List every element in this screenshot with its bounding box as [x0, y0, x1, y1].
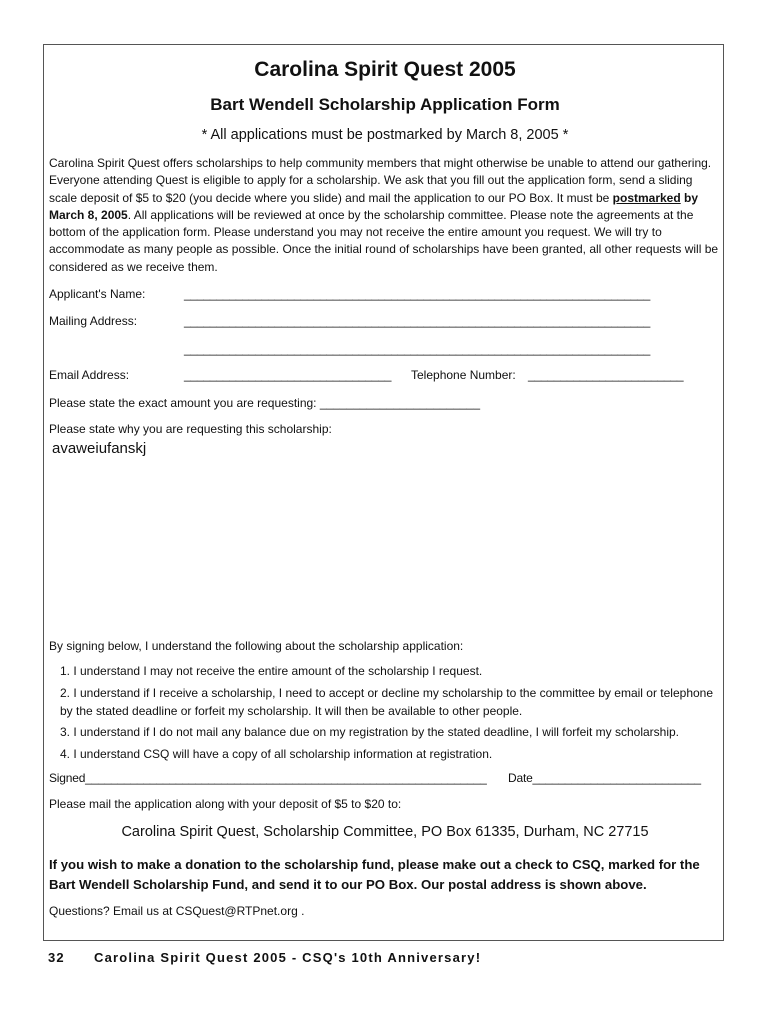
mailing-address-field-1[interactable]: ________________________________________________________________________: [184, 314, 651, 328]
donation-note: If you wish to make a donation to the scholarship fund, please make out a check to CSQ, marked for the Bart Wendell Scholarship Fund, and send it to our PO Box. Our postal address is shown above.: [49, 857, 700, 892]
agreement-item-3: 3. I understand if I do not mail any balance due on my registration by the stated deadline, I will forfeit my scholarship.: [60, 725, 680, 739]
page-number: 32: [48, 950, 65, 965]
intro-text-part1: Carolina Spirit Quest offers scholarships to help community members that might otherwise be unable to attend our gathering. Everyone attending Quest is eligible to apply for a scholarship. We ask that you fill out the application form, send a sliding scale deposit of $5 to $20 (you decide where you slide) and mail the application to our PO Box. It must be: [49, 156, 712, 205]
agreement-intro: By signing below, I understand the following about the scholarship application:: [49, 639, 464, 653]
form-subtitle: Bart Wendell Scholarship Application Form: [210, 95, 560, 114]
date-field[interactable]: Date__________________________: [508, 771, 701, 785]
email-address-label: Email Address:: [49, 368, 130, 382]
intro-paragraph: [49, 155, 721, 276]
intro-deadline-date: by March 8, 2005: [49, 190, 699, 222]
agreement-item-4: 4. I understand CSQ will have a copy of all scholarship information at registration.: [60, 747, 493, 761]
signature-field[interactable]: Signed______________________________________________________________: [49, 771, 487, 785]
applicant-name-field[interactable]: ________________________________________________________________________: [184, 287, 651, 301]
amount-requested-prompt[interactable]: Please state the exact amount you are requesting: ________________________: [49, 396, 481, 410]
intro-text-part2: . All applications will be reviewed at once by the scholarship committee. Please note the agreements at the bottom of the application form. Please understand you may not receive the entire amount you request. We will try to accommodate as many people as possible. Once the initial round of scholarships have been granted, all other requests will be considered as we receive them.: [49, 207, 719, 274]
mail-instruction: Please mail the application along with your deposit of $5 to $20 to:: [49, 797, 402, 811]
page-title: Carolina Spirit Quest 2005: [254, 58, 516, 81]
applicant-name-label: Applicant's Name:: [49, 287, 146, 301]
page-footer: [48, 950, 481, 965]
reason-field[interactable]: avaweiufanskj: [52, 440, 147, 457]
telephone-field[interactable]: ________________________: [528, 368, 684, 382]
mailing-address-label: Mailing Address:: [49, 314, 138, 328]
footer-text: Carolina Spirit Quest 2005 - CSQ's 10th Anniversary!: [94, 950, 482, 965]
reason-label: Please state why you are requesting this scholarship:: [49, 422, 332, 436]
email-address-field[interactable]: ________________________________: [184, 368, 392, 382]
mailing-address: Carolina Spirit Quest, Scholarship Committee, PO Box 61335, Durham, NC 27715: [121, 824, 649, 840]
agreement-item-1: 1. I understand I may not receive the entire amount of the scholarship I request.: [60, 664, 483, 678]
agreement-item-2: 2. I understand if I receive a scholarship, I need to accept or decline my scholarship to the committee by email or telephone by the stated deadline or forfeit my scholarship. It will then be available to other people.: [60, 686, 714, 718]
deadline-notice: * All applications must be postmarked by March 8, 2005 *: [201, 127, 569, 143]
telephone-label: Telephone Number:: [411, 368, 516, 382]
intro-postmarked: postmarked: [612, 190, 681, 205]
questions-contact: Questions? Email us at CSQuest@RTPnet.org .: [49, 904, 305, 918]
mailing-address-field-2[interactable]: ________________________________________________________________________: [184, 342, 651, 356]
